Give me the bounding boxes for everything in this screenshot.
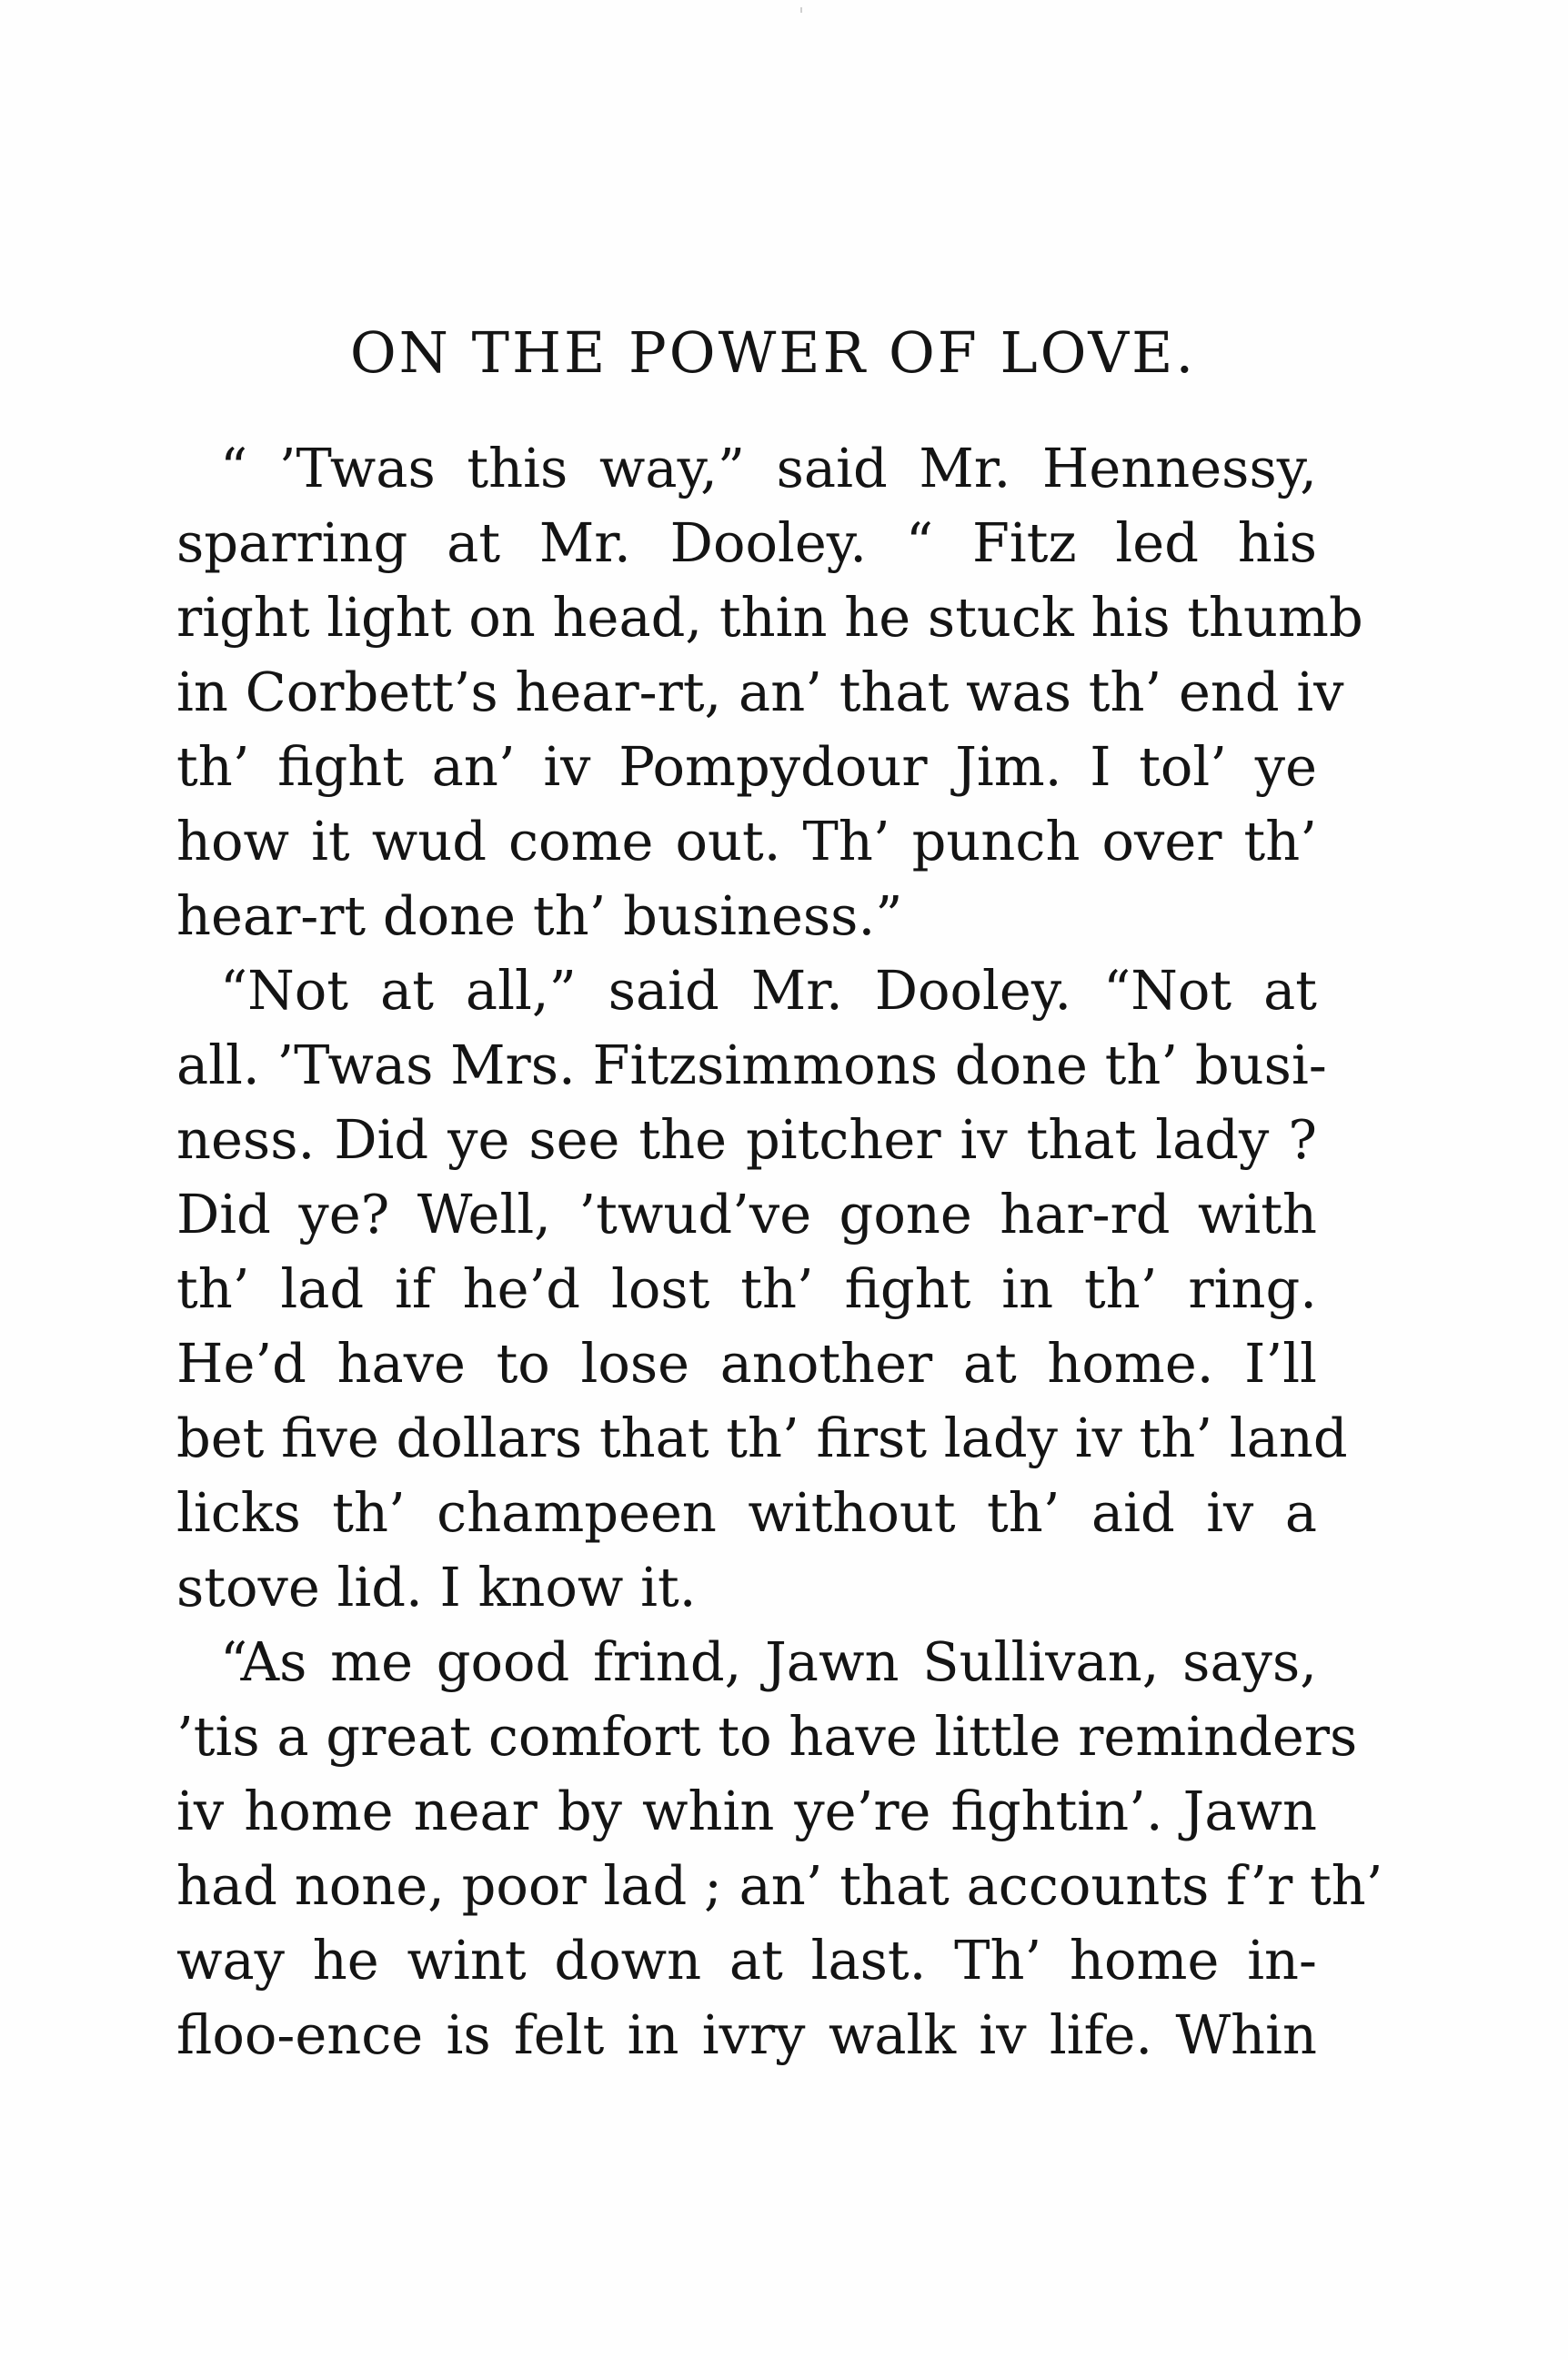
text-line: how it wud come out. Th’ punch over th’ (176, 810, 1317, 872)
text-line: stove lid. I know it. (176, 1556, 697, 1619)
text-line: ’tis a great comfort to have little reminders (176, 1705, 1358, 1768)
text-line: sparring at Mr. Dooley. “ Fitz led his (176, 511, 1317, 574)
text-line: th’ lad if he’d lost th’ fight in th’ ring. (176, 1257, 1317, 1320)
text-line: right light on head, thin he stuck his thumb (176, 586, 1363, 649)
page-text (176, 315, 1383, 2073)
text-line: had none, poor lad ; an’ that accounts f’r th’ (176, 1854, 1383, 1917)
paragraph-1 (176, 431, 1363, 953)
text-line: th’ fight an’ iv Pompydour Jim. I tol’ ye (176, 735, 1317, 798)
paragraph-3 (176, 1625, 1383, 2073)
text-line: hear-rt done th’ business.” (176, 884, 903, 947)
text-line: way he wint down at last. Th’ home in- (176, 1929, 1317, 1992)
text-line: He’d have to lose another at home. I’ll (176, 1332, 1317, 1395)
paragraph-2 (176, 953, 1348, 1625)
text-line: iv home near by whin ye’re fightin’. Jawn (176, 1780, 1317, 1842)
text-line: ness. Did ye see the pitcher iv that lady ? (176, 1108, 1317, 1171)
chapter-heading: ON THE POWER OF LOVE. (349, 319, 1197, 386)
text-line: “As me good frind, Jawn Sullivan, says, (220, 1630, 1317, 1693)
page-speck (800, 7, 802, 13)
text-line: licks th’ champeen without th’ aid iv a (176, 1481, 1317, 1544)
text-line: Did ye? Well, ’twud’ve gone har-rd with (176, 1183, 1317, 1246)
text-line: “ ’Twas this way,” said Mr. Hennessy, (220, 437, 1317, 499)
text-line: in Corbett’s hear-rt, an’ that was th’ end iv (176, 661, 1344, 723)
text-line: all. ’Twas Mrs. Fitzsimmons done th’ busi- (176, 1034, 1327, 1096)
text-line: “Not at all,” said Mr. Dooley. “Not at (220, 959, 1317, 1022)
text-line: floo-ence is felt in ivry walk iv life. Whin (176, 2003, 1317, 2066)
text-line: bet five dollars that th’ first lady iv th’ land (176, 1407, 1348, 1469)
